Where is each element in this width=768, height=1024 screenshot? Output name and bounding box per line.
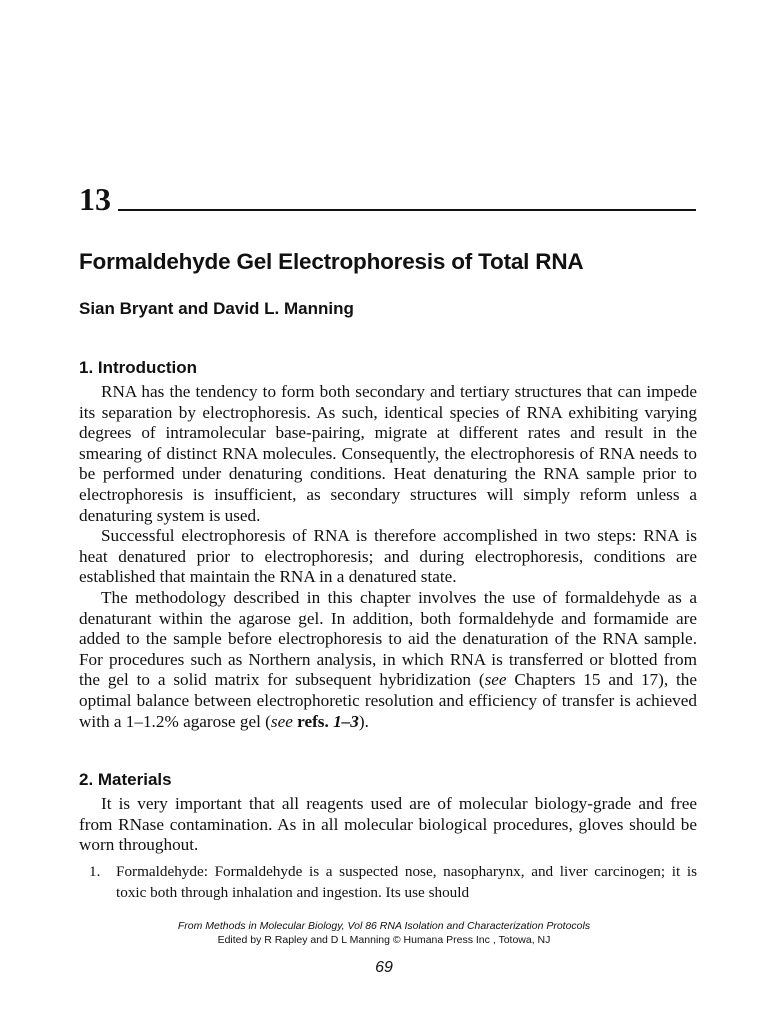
list-item [79,862,697,903]
chapter-title: Formaldehyde Gel Electrophoresis of Total RNA [79,249,584,274]
footer-editor-line: Edited by R Rapley and D L Manning © Humana Press Inc , Totowa, NJ [217,934,551,946]
materials-list [79,862,697,903]
refs-label: refs. [297,711,329,731]
intro-paragraph-2: Successful electrophoresis of RNA is therefore accomplished in two steps: RNA is heat denatured prior to electrophoresis; and during electrophoresis, conditions are established that maintain the RNA in a denatured state. [79,526,697,587]
section-heading-materials: 2. Materials [79,770,172,789]
list-item-number: 1. [89,863,101,880]
chapter-heading [79,181,696,217]
intro-p3-text-b: Chapters 15 and 17), the optimal balance between electrophoretic resolution and efficiency of transfer is achieved with a 1–1.2% agarose gel ( [79,670,697,731]
see-reference-2: see [270,711,293,731]
materials-body [79,794,697,856]
refs-numbers: 1–3 [333,711,359,731]
list-item-text: Formaldehyde: Formaldehyde is a suspected nose, nasopharynx, and liver carcinogen; it is toxic both through inhalation and ingestion. Its use should [116,863,697,901]
chapter-rule [118,209,696,211]
intro-p3-text-a: The methodology described in this chapter involves the use of formaldehyde as a denaturant within the agarose gel. In addition, both formaldehyde and formamide are added to the sample before electrophoresis to aid the denaturation of the RNA sample. For procedures such as Northern analysis, in which RNA is transferred or blotted from the gel to a solid matrix for subsequent hybridization ( [79,587,697,690]
intro-paragraph-3 [79,588,697,732]
intro-paragraph-1: RNA has the tendency to form both secondary and tertiary structures that can impede its separation by electrophoresis. As such, identical species of RNA exhibiting varying degrees of intramolecular base-pairing, migrate at different rates and result in the smearing of distinct RNA molecules. Consequently, the electrophoresis of RNA needs to be performed under denaturing conditions. Heat denaturing the RNA sample prior to electrophoresis is insufficient, as secondary structures will simply reform unless a denaturing system is used. [79,382,697,525]
chapter-number: 13 [79,181,111,217]
page-footer [0,919,768,947]
page-number: 69 [375,959,393,976]
footer-source-line: From Methods in Molecular Biology, Vol 86 RNA Isolation and Characterization Protocols [177,920,591,932]
see-reference-1: see [484,670,507,690]
materials-paragraph-1: It is very important that all reagents used are of molecular biology-grade and free from RNase contamination. As in all molecular biological procedures, gloves should be worn throughout. [79,794,697,855]
section-heading-introduction: 1. Introduction [79,358,198,377]
intro-p3-text-c: ). [358,711,369,731]
introduction-body [79,382,697,732]
chapter-authors: Sian Bryant and David L. Manning [79,299,354,318]
